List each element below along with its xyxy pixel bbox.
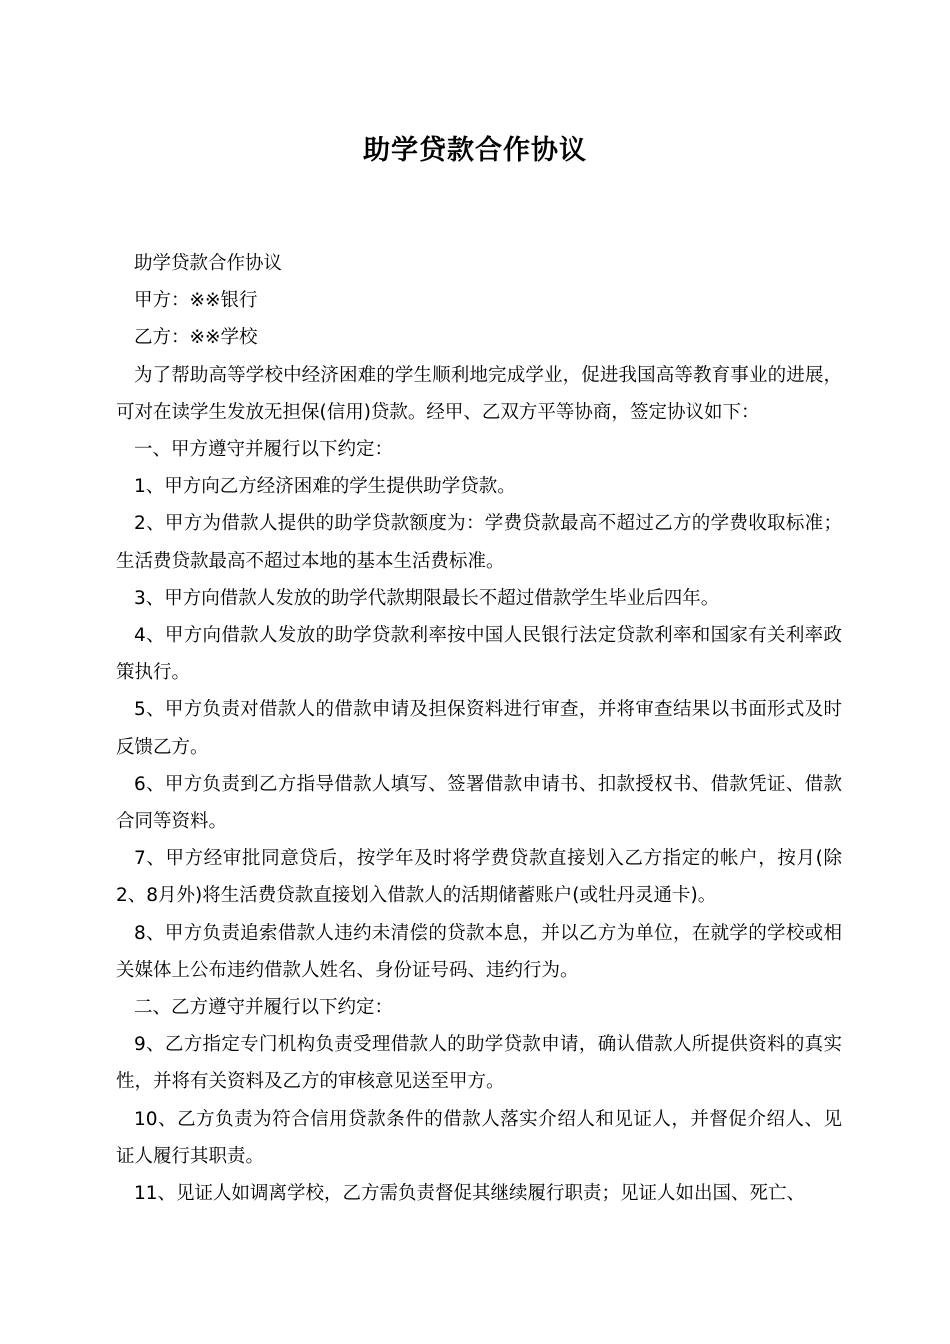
clause-4: 4、甲方向借款人发放的助学贷款利率按中国人民银行法定贷款利率和国家有关利率政策执行。 bbox=[116, 625, 842, 684]
clause-5: 5、甲方负责对借款人的借款申请及担保资料进行审查，并将审查结果以书面形式及时反馈乙方。 bbox=[116, 699, 842, 758]
clause-8: 8、甲方负责追索借款人违约未清偿的贷款本息，并以乙方为单位，在就学的学校或相关媒体上公布违约借款人姓名、身份证号码、违约行为。 bbox=[116, 922, 842, 981]
paragraph-party-a: 甲方：※※银行 bbox=[134, 290, 258, 312]
section-heading-party-b: 二、乙方遵守并履行以下约定： bbox=[134, 997, 394, 1019]
clause-9: 9、乙方指定专门机构负责受理借款人的助学贷款申请，确认借款人所提供资料的真实性，并将有关资料及乙方的审核意见送至甲方。 bbox=[116, 1034, 842, 1093]
document-body bbox=[116, 245, 842, 1212]
paragraph-subtitle: 助学贷款合作协议 bbox=[134, 253, 283, 274]
clause-1: 1、甲方向乙方经济困难的学生提供助学贷款。 bbox=[134, 476, 516, 498]
paragraph-preamble: 为了帮助高等学校中经济困难的学生顺利地完成学业，促进我国高等教育事业的进展，可对在读学生发放无担保(信用)贷款。经甲、乙双方平等协商，签定协议如下： bbox=[116, 364, 842, 423]
clause-3: 3、甲方向借款人发放的助学代款期限最长不超过借款学生毕业后四年。 bbox=[134, 587, 720, 609]
clause-6: 6、甲方负责到乙方指导借款人填写、签署借款申请书、扣款授权书、借款凭证、借款合同等资料。 bbox=[116, 773, 842, 833]
clause-11: 11、见证人如调离学校，乙方需负责督促其继续履行职责；见证人如出国、死亡、 bbox=[134, 1183, 806, 1205]
paragraph-party-b: 乙方：※※学校 bbox=[134, 327, 258, 349]
clause-2: 2、甲方为借款人提供的助学贷款额度为：学费贷款最高不超过乙方的学费收取标准；生活费贷款最高不超过本地的基本生活费标准。 bbox=[116, 513, 842, 572]
clause-10: 10、乙方负责为符合信用贷款条件的借款人落实介绍人和见证人，并督促介绍人、见证人履行其职责。 bbox=[116, 1108, 842, 1167]
document-title: 助学贷款合作协议 bbox=[363, 135, 587, 166]
clause-7: 7、甲方经审批同意贷后，按学年及时将学费贷款直接划入乙方指定的帐户，按月(除2、8月外)将生活费贷款直接划入借款人的活期储蓄账户(或牡丹灵通卡)。 bbox=[116, 848, 842, 907]
section-heading-party-a: 一、甲方遵守并履行以下约定： bbox=[134, 439, 394, 461]
